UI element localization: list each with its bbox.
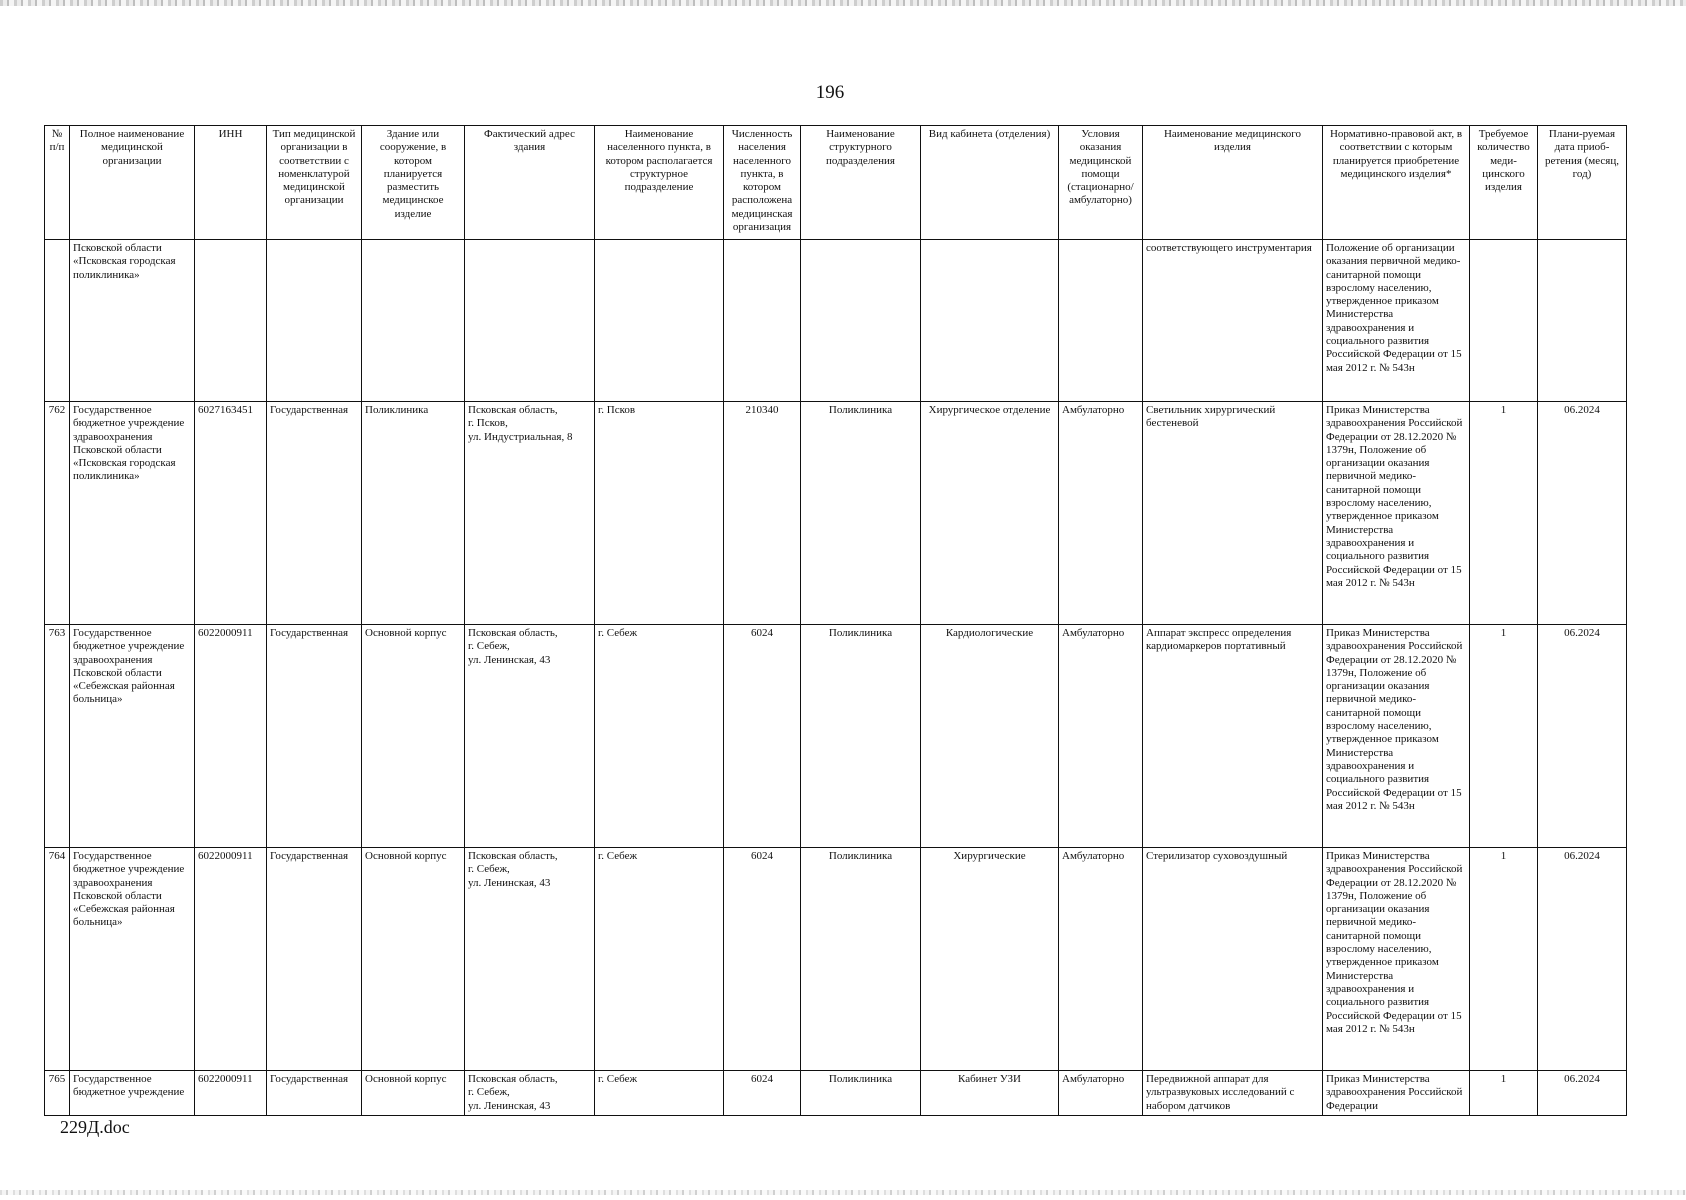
table-row xyxy=(45,848,1627,1071)
cell-cabinet: Хирургические xyxy=(921,848,1059,1071)
cell-population: 210340 xyxy=(724,402,801,625)
cell-cabinet: Кардиологические xyxy=(921,625,1059,848)
table-header xyxy=(45,126,1627,240)
cell-building: Основной корпус xyxy=(362,1071,465,1116)
cell-device: Аппарат экспресс определения кардиомаркеров портативный xyxy=(1143,625,1323,848)
cell-inn: 6022000911 xyxy=(195,625,267,848)
cell-type: Государственная xyxy=(267,1071,362,1116)
cell-organization: Государственное бюджетное учреждение здравоохранения Псковской области «Псковская городская поликлиника» xyxy=(70,402,195,625)
cell-legal-act: Приказ Министерства здравоохранения Российской Федерации xyxy=(1323,1071,1470,1116)
cell-num: 764 xyxy=(45,848,70,1071)
equipment-table xyxy=(44,125,1627,1116)
col-header-num: № п/п xyxy=(45,126,70,240)
scan-edge-top xyxy=(0,0,1686,6)
col-header-building: Здание или сооружение, в котором планируется разместить медицинское изделие xyxy=(362,126,465,240)
cell-device: Светильник хирургический бестеневой xyxy=(1143,402,1323,625)
cell-date: 06.2024 xyxy=(1538,402,1627,625)
scan-edge-bottom xyxy=(0,1190,1686,1195)
page-number: 196 xyxy=(815,82,845,103)
cell-population: 6024 xyxy=(724,848,801,1071)
cell-date: 06.2024 xyxy=(1538,1071,1627,1116)
cell-cabinet: Хирургическое отделение xyxy=(921,402,1059,625)
cell-organization: Государственное бюджетное учреждение здравоохранения Псковской области «Себежская районная больница» xyxy=(70,848,195,1071)
cell-type: Государственная xyxy=(267,402,362,625)
col-header-quantity: Требуемое количество меди-цинского изделия xyxy=(1470,126,1538,240)
cell-cabinet: Кабинет УЗИ xyxy=(921,1071,1059,1116)
cell-device: Передвижной аппарат для ультразвуковых исследований с набором датчиков xyxy=(1143,1071,1323,1116)
col-header-inn: ИНН xyxy=(195,126,267,240)
col-header-date: Плани-руемая дата приоб-ретения (месяц, год) xyxy=(1538,126,1627,240)
col-header-population: Численность населения населенного пункта, в котором расположена медицинская организация xyxy=(724,126,801,240)
cell-date: 06.2024 xyxy=(1538,848,1627,1071)
cell-num: 762 xyxy=(45,402,70,625)
cell-building: Поликлиника xyxy=(362,402,465,625)
cell-num: 765 xyxy=(45,1071,70,1116)
col-header-organization: Полное наименование медицинской организации xyxy=(70,126,195,240)
cell-locality: г. Псков xyxy=(595,402,724,625)
table-row-continuation xyxy=(45,240,1627,402)
cell-inn: 6022000911 xyxy=(195,1071,267,1116)
col-header-device: Наименование медицинского изделия xyxy=(1143,126,1323,240)
cell-legal-act: Приказ Министерства здравоохранения Российской Федерации от 28.12.2020 № 1379н, Положение об организации оказания первичной медико-санитарной помощи взрослому населению, утвержденное приказом Министерства здравоохранения и социального развития Российской Федерации от 15 мая 2012 г. № 543н xyxy=(1323,848,1470,1071)
cell-conditions: Амбулаторно xyxy=(1059,625,1143,848)
cell-type: Государственная xyxy=(267,848,362,1071)
table-row xyxy=(45,625,1627,848)
cell-organization: Государственное бюджетное учреждение здравоохранения Псковской области «Себежская районная больница» xyxy=(70,625,195,848)
cell-population: 6024 xyxy=(724,625,801,848)
cell-building: Основной корпус xyxy=(362,625,465,848)
cell-type: Государственная xyxy=(267,625,362,848)
col-header-conditions: Условия оказания медицинской помощи (стационарно/ амбулаторно) xyxy=(1059,126,1143,240)
cell-subdivision: Поликлиника xyxy=(801,1071,921,1116)
col-header-type: Тип медицинской организации в соответствии с номенклатурой медицинской организации xyxy=(267,126,362,240)
col-header-address: Фактический адрес здания xyxy=(465,126,595,240)
cell-quantity: 1 xyxy=(1470,402,1538,625)
table-row xyxy=(45,1071,1627,1116)
cell-population: 6024 xyxy=(724,1071,801,1116)
cell-organization: Государственное бюджетное учреждение xyxy=(70,1071,195,1116)
cell-legal-act: Приказ Министерства здравоохранения Российской Федерации от 28.12.2020 № 1379н, Положение об организации оказания первичной медико-санитарной помощи взрослому населению, утвержденное приказом Министерства здравоохранения и социального развития Российской Федерации от 15 мая 2012 г. № 543н xyxy=(1323,625,1470,848)
cell-building: Основной корпус xyxy=(362,848,465,1071)
cell-device: Стерилизатор суховоздушный xyxy=(1143,848,1323,1071)
cell-num: 763 xyxy=(45,625,70,848)
table-row xyxy=(45,402,1627,625)
cell-locality: г. Себеж xyxy=(595,625,724,848)
cell-address: Псковская область, г. Себеж, ул. Ленинская, 43 xyxy=(465,625,595,848)
cell-date: 06.2024 xyxy=(1538,625,1627,848)
footer-filename: 229Д.doc xyxy=(60,1117,130,1137)
cell-inn: 6027163451 xyxy=(195,402,267,625)
cell-quantity: 1 xyxy=(1470,848,1538,1071)
cell-conditions: Амбулаторно xyxy=(1059,848,1143,1071)
cell-legal-act: Положение об организации оказания первичной медико-санитарной помощи взрослому населению, утвержденное приказом Министерства здравоохранения и социального развития Российской Федерации от 15 мая 2012 г. № 543н xyxy=(1323,240,1470,402)
cell-subdivision: Поликлиника xyxy=(801,848,921,1071)
cell-device: соответствующего инструментария xyxy=(1143,240,1323,402)
cell-quantity: 1 xyxy=(1470,625,1538,848)
col-header-subdivision: Наименование структурного подразделения xyxy=(801,126,921,240)
cell-conditions: Амбулаторно xyxy=(1059,402,1143,625)
cell-quantity: 1 xyxy=(1470,1071,1538,1116)
col-header-cabinet: Вид кабинета (отделения) xyxy=(921,126,1059,240)
cell-address: Псковская область, г. Псков, ул. Индустриальная, 8 xyxy=(465,402,595,625)
cell-address: Псковская область, г. Себеж, ул. Ленинская, 43 xyxy=(465,848,595,1071)
col-header-legal-act: Нормативно-правовой акт, в соответствии с которым планируется приобретение медицинского изделия* xyxy=(1323,126,1470,240)
cell-legal-act: Приказ Министерства здравоохранения Российской Федерации от 28.12.2020 № 1379н, Положение об организации оказания первичной медико-санитарной помощи взрослому населению, утвержденное приказом Министерства здравоохранения и социального развития Российской Федерации от 15 мая 2012 г. № 543н xyxy=(1323,402,1470,625)
cell-address: Псковская область, г. Себеж, ул. Ленинская, 43 xyxy=(465,1071,595,1116)
cell-conditions: Амбулаторно xyxy=(1059,1071,1143,1116)
cell-locality: г. Себеж xyxy=(595,848,724,1071)
col-header-locality: Наименование населенного пункта, в котором располагается структурное подразделение xyxy=(595,126,724,240)
cell-subdivision: Поликлиника xyxy=(801,625,921,848)
cell-subdivision: Поликлиника xyxy=(801,402,921,625)
cell-organization: Псковской области «Псковская городская поликлиника» xyxy=(70,240,195,402)
cell-inn: 6022000911 xyxy=(195,848,267,1071)
cell-locality: г. Себеж xyxy=(595,1071,724,1116)
